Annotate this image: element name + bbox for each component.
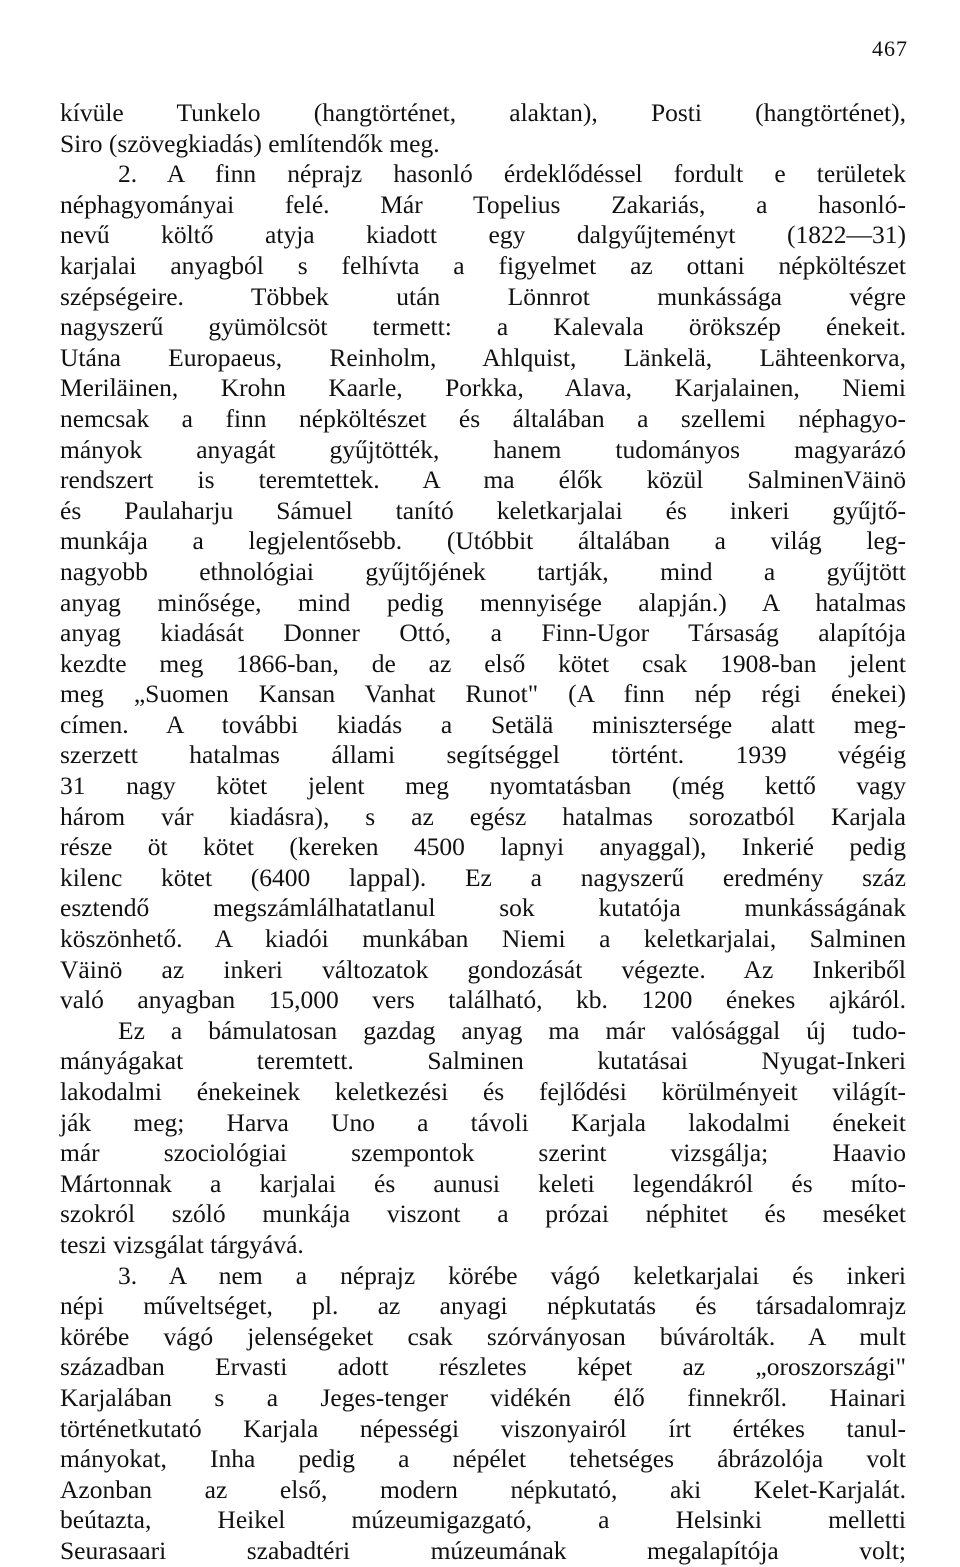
text-line: kezdte meg 1866-ban, de az első kötet csak 1908-ban jelent xyxy=(60,648,906,678)
text-line: kívüle Tunkelo (hangtörténet, alaktan), Posti (hangtörténet), xyxy=(60,98,906,127)
text-line: teszi vizsgálat tárgyává. xyxy=(60,1229,304,1259)
text-line: nagyobb ethnológiai gyűjtőjének tartják, mind a gyűjtött xyxy=(60,556,906,586)
text-line: mányok anyagát gyűjtötték, hanem tudományos magyarázó xyxy=(60,434,906,464)
text-line: már szociológiai szempontok szerint vizsgálja; Haavio xyxy=(60,1138,906,1168)
text-line: három vár kiadásra), s az egész hatalmas sorozatból Karjala xyxy=(60,801,906,831)
text-line: Karjalában s a Jeges-tenger vidékén élő finnekről. Hainari xyxy=(60,1382,906,1412)
text-line: esztendő megszámlálhatatlanul sok kutatója munkásságának xyxy=(60,893,906,923)
body-text xyxy=(60,98,906,1567)
text-line: nagyszerű gyümölcsöt termett: a Kalevala örökszép énekeit. xyxy=(60,312,906,342)
text-line: munkája a legjelentősebb. (Utóbbit általában a világ leg- xyxy=(60,526,906,556)
text-line: szerzett hatalmas állami segítséggel történt. 1939 végéig xyxy=(60,740,906,770)
text-line: Seurasaari szabadtéri múzeumának megalapítója volt; xyxy=(60,1535,906,1565)
text-line: nevű költő atyja kiadott egy dalgyűjteményt (1822—31) xyxy=(60,220,906,250)
text-line: szokról szóló munkája viszont a prózai néphitet és meséket xyxy=(60,1199,906,1229)
text-line: beútazta, Heikel múzeumigazgató, a Helsinki melletti xyxy=(60,1505,906,1535)
text-line: Utána Europaeus, Reinholm, Ahlquist, Länkelä, Lähteenkorva, xyxy=(60,342,906,372)
text-line: néphagyományai felé. Már Topelius Zakariás, a hasonló- xyxy=(60,189,906,219)
text-line: népi műveltséget, pl. az anyagi népkutatás és társadalomrajz xyxy=(60,1291,906,1321)
text-line: 31 nagy kötet jelent meg nyomtatásban (még kettő vagy xyxy=(60,771,906,801)
text-line: szépségeire. Többek után Lönnrot munkássága végre xyxy=(60,281,906,311)
text-line: meg „Suomen Kansan Vanhat Runot" (A finn nép régi énekei) xyxy=(60,679,906,709)
text-line: körébe vágó jelenségeket csak szórványosan búvárolták. A mult xyxy=(60,1321,906,1351)
text-line: része öt kötet (kereken 4500 lapnyi anyaggal), Inkerié pedig xyxy=(60,832,906,862)
text-line: anyag minősége, mind pedig mennyisége alapján.) A hatalmas xyxy=(60,587,906,617)
text-line: karjalai anyagból s felhívta a figyelmet az ottani népköltészet xyxy=(60,250,906,280)
text-line: köszönhető. A kiadói munkában Niemi a keletkarjalai, Salminen xyxy=(60,924,906,954)
page-number: 467 xyxy=(872,36,908,61)
text-line: ják meg; Harva Uno a távoli Karjala lakodalmi énekeit xyxy=(60,1107,906,1137)
text-line: történetkutató Karjala népességi viszonyairól írt értékes tanul- xyxy=(60,1413,906,1443)
text-line: címen. A további kiadás a Setälä minisztersége alatt meg- xyxy=(60,709,906,739)
text-line: anyag kiadását Donner Ottó, a Finn-Ugor Társaság alapítója xyxy=(60,618,906,648)
text-line: Ez a bámulatosan gazdag anyag ma már valósággal új tudo- xyxy=(118,1015,906,1045)
text-line: és Paulaharju Sámuel tanító keletkarjalai és inkeri gyűjtő- xyxy=(60,495,906,525)
text-line: 3. A nem a néprajz körébe vágó keletkarjalai és inkeri xyxy=(118,1260,906,1290)
text-line: kilenc kötet (6400 lappal). Ez a nagyszerű eredmény száz xyxy=(60,862,906,892)
text-line: Väinö az inkeri változatok gondozását végezte. Az Inkeriből xyxy=(60,954,906,984)
text-line: mányokat, Inha pedig a népélet tehetséges ábrázolója volt xyxy=(60,1444,906,1474)
text-line: században Ervasti adott részletes képet az „oroszországi" xyxy=(60,1352,906,1382)
text-line: nemcsak a finn népköltészet és általában a szellemi néphagyo- xyxy=(60,403,906,433)
text-line: lakodalmi énekeinek keletkezési és fejlődési körülményeit világít- xyxy=(60,1077,906,1106)
text-line: Meriläinen, Krohn Kaarle, Porkka, Alava, Karjalainen, Niemi xyxy=(60,373,906,403)
text-line: Azonban az első, modern népkutató, aki Kelet-Karjalát. xyxy=(60,1474,906,1504)
text-line: mányágakat teremtett. Salminen kutatásai Nyugat-Inkeri xyxy=(60,1046,906,1076)
text-line: Mártonnak a karjalai és aunusi keleti legendákról és míto- xyxy=(60,1168,906,1198)
text-line: rendszert is teremtettek. A ma élők közül SalminenVäinö xyxy=(60,465,906,495)
text-line: való anyagban 15,000 vers található, kb. 1200 énekes ajkáról. xyxy=(60,985,906,1015)
text-line: 2. A finn néprajz hasonló érdeklődéssel fordult e területek xyxy=(118,159,906,189)
text-line: Siro (szövegkiadás) említendők meg. xyxy=(60,128,440,158)
